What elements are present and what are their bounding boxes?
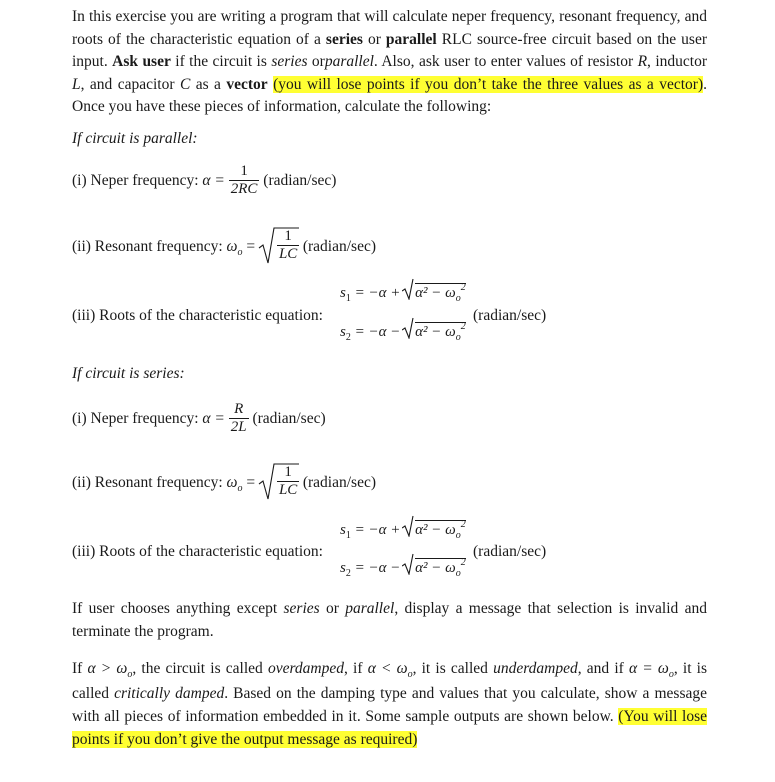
damping-text: , it is called	[72, 660, 708, 702]
unit-label: (radian/sec)	[252, 409, 326, 427]
omega-o-symbol: $\omega_o$	[226, 238, 243, 258]
intro-text: if the circuit is	[170, 53, 272, 70]
sqrt-sign-icon	[402, 515, 414, 537]
intro-paragraph	[72, 6, 707, 119]
fraction-denominator: 2RC	[230, 181, 258, 197]
intro-ask-user-bold: Ask user	[112, 53, 171, 70]
intro-vector-bold: vector	[226, 75, 268, 93]
parallel-neper-label: (i) Neper frequency:	[72, 171, 203, 189]
intro-text: In this exercise you are writing a program that will calculate neper frequency, resonant frequency, and roots of the characteristic equation of a	[72, 8, 707, 48]
fraction-numerator: 1	[277, 464, 299, 482]
intro-l-italic: L	[72, 75, 81, 93]
invalid-paragraph	[72, 598, 707, 643]
parallel-roots-label: (iii) Roots of the characteristic equation:	[72, 307, 323, 324]
series-neper-label: (i) Neper frequency:	[72, 409, 203, 427]
fraction-numerator: 1	[277, 228, 299, 246]
series-roots-label: (iii) Roots of the characteristic equation:	[72, 543, 323, 560]
alpha-equals: α =	[202, 171, 225, 189]
fraction-denominator: 2L	[230, 419, 247, 435]
intro-text: RLC source-free circuit based on the user input.	[72, 30, 707, 70]
invalid-text: If user chooses anything except	[72, 600, 284, 617]
damping-highlight-warning: (You will lose points if you don’t give the output message as required)	[72, 708, 707, 748]
invalid-parallel-italic: parallel	[345, 600, 395, 617]
unit-label: (radian/sec)	[473, 543, 547, 560]
unit-label: (radian/sec)	[263, 171, 337, 189]
intro-parallel-italic: parallel	[324, 53, 374, 70]
sqrt-sign-icon	[402, 278, 414, 300]
intro-text: or	[307, 53, 325, 70]
series-resonant-row	[72, 462, 376, 504]
condition-underdamped: $\alpha < \omega_o$	[367, 660, 413, 680]
parallel-resonant-label: (ii) Resonant frequency:	[72, 238, 227, 255]
damping-text: If	[72, 660, 88, 677]
parallel-neper-fraction	[229, 163, 260, 198]
parallel-resonant-row	[72, 226, 376, 268]
intro-text: , and capacitor	[80, 75, 180, 93]
parallel-resonant-fraction	[277, 228, 299, 263]
series-root-s1: $s_1 = -\alpha$ + $\alpha^2 - \omega_o^2$	[340, 520, 466, 539]
intro-highlight-warning: (you will lose points if you don’t take the three values as a vector)	[273, 75, 704, 93]
series-heading: If circuit is series:	[72, 365, 185, 382]
fraction-numerator: 1	[229, 163, 260, 181]
invalid-text: , display a message that selection is invalid and terminate the program.	[72, 600, 707, 640]
sqrt-sign-icon	[402, 553, 414, 575]
unit-label: (radian/sec)	[302, 474, 376, 491]
critically-damped-italic: critically damped	[114, 685, 225, 702]
unit-label: (radian/sec)	[302, 238, 376, 255]
intro-series-bold: series	[325, 30, 363, 48]
damping-text: , and if	[577, 660, 629, 677]
sqrt-sign-icon	[402, 317, 414, 339]
parallel-heading: If circuit is parallel:	[72, 130, 198, 147]
sqrt-sign-icon	[259, 462, 299, 504]
damping-text: , the circuit is called	[132, 660, 268, 677]
intro-text: as a	[190, 75, 227, 93]
condition-critically-damped: $\alpha = \omega_o$	[628, 660, 674, 680]
series-neper-row	[72, 401, 326, 436]
fraction-denominator: LC	[278, 482, 298, 498]
alpha-equals: α =	[202, 409, 225, 427]
parallel-root-s2: $s_2 = -\alpha$ − $\alpha^2 - \omega_o^2$	[340, 322, 466, 341]
intro-r-italic: R	[637, 53, 648, 70]
series-neper-fraction	[229, 401, 249, 436]
intro-c-italic: C	[179, 75, 191, 93]
sqrt-sign-icon	[259, 226, 299, 268]
intro-text: . Also, ask user to enter values of resistor	[373, 53, 638, 70]
intro-text: . Once you have these pieces of information, calculate the following:	[72, 75, 707, 115]
series-root-s2: $s_2 = -\alpha$ − $\alpha^2 - \omega_o^2$	[340, 558, 466, 577]
damping-text: , if	[344, 660, 368, 677]
parallel-neper-row	[72, 163, 336, 198]
unit-label: (radian/sec)	[473, 307, 547, 324]
underdamped-italic: underdamped	[493, 660, 578, 677]
invalid-text: or	[319, 600, 346, 617]
intro-parallel-bold: parallel	[385, 30, 437, 48]
series-resonant-fraction	[277, 464, 299, 499]
damping-text: . Based on the damping type and values that you calculate, show a message with all pieces of information embedded in it. Some sample outputs are shown below.	[72, 685, 707, 725]
series-resonant-label: (ii) Resonant frequency:	[72, 474, 227, 491]
damping-text: , it is called	[412, 660, 494, 677]
omega-o-symbol: $\omega_o$	[226, 474, 243, 494]
condition-overdamped: $\alpha > \omega_o$	[87, 660, 133, 680]
equals-sign: =	[246, 238, 256, 255]
damping-paragraph	[72, 657, 707, 751]
intro-text: , inductor	[647, 53, 707, 70]
equals-sign: =	[246, 474, 256, 491]
intro-text: or	[362, 30, 386, 48]
intro-series-italic: series	[271, 53, 308, 70]
overdamped-italic: overdamped	[267, 660, 344, 677]
fraction-denominator: LC	[278, 246, 298, 262]
invalid-series-italic: series	[283, 600, 320, 617]
parallel-root-s1: $s_1 = -\alpha$ + $\alpha^2 - \omega_o^2$	[340, 283, 466, 302]
fraction-numerator: R	[229, 401, 249, 419]
